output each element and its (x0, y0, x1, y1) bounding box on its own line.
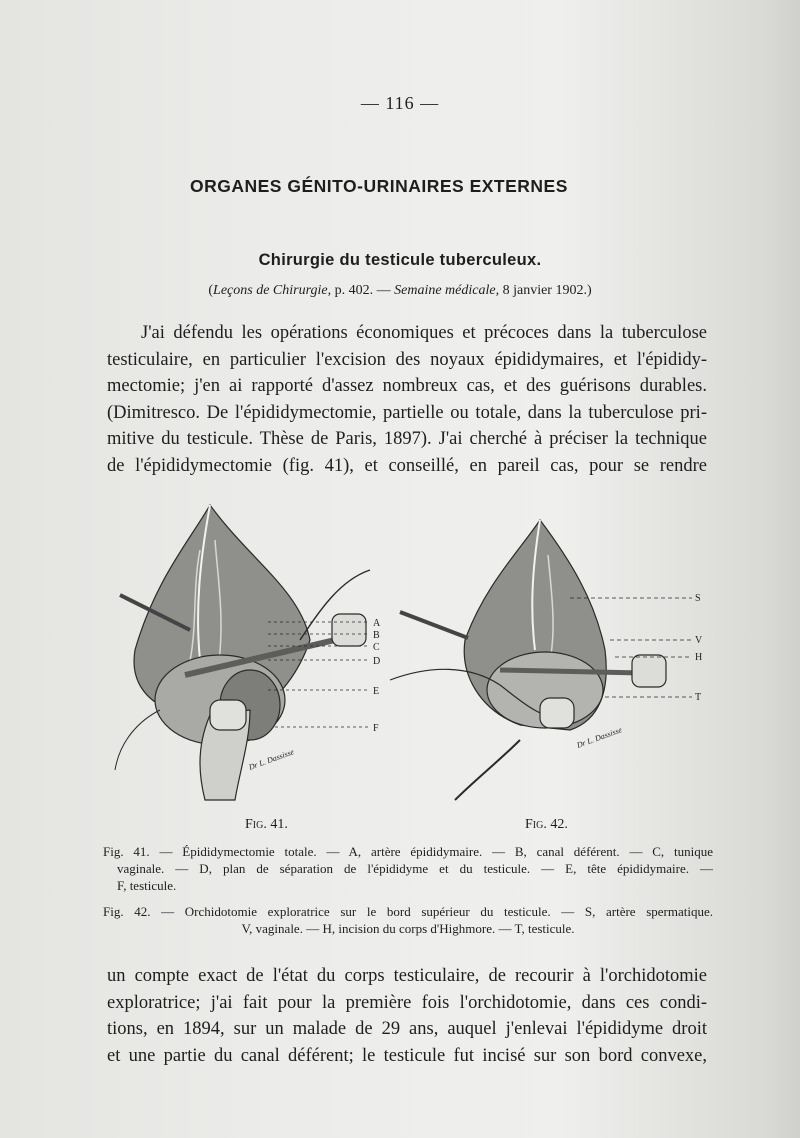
surgical-illustrations (100, 500, 720, 820)
paragraph-1-line: testiculaire, en particulier l'excision des noyaux épididymaires, et l'épididy- (107, 349, 707, 370)
figure-41-illustration (115, 505, 370, 800)
fig41-letter-f: F (373, 723, 379, 734)
figure-41-caption (103, 843, 713, 894)
paragraph-1-line: mectomie; j'en ai rapporté d'assez nombreux cas, et des guérisons durables. (107, 376, 707, 396)
fig41-letter-b: B (373, 630, 380, 641)
paragraph-2-line: exploratrice; j'ai fait pour la première fois l'orchidotomie, dans ces condi- (107, 992, 707, 1013)
page-number: — 116 — (360, 93, 440, 113)
source-date: 8 janvier 1902.) (499, 283, 592, 298)
fig42-letter-t: T (695, 692, 702, 703)
figure-41-label: Fig. 41. (245, 817, 288, 832)
source-page: p. 402. — (331, 283, 395, 298)
source-reference (0, 283, 800, 299)
paragraph-1-line: J'ai défendu les opérations économiques et précoces dans la tuberculose (141, 323, 707, 343)
figure-42-caption (103, 903, 713, 937)
paragraph-1-line: (Dimitresco. De l'épididymectomie, partielle ou totale, dans la tuberculose pri- (107, 402, 707, 423)
paragraph-2-line: un compte exact de l'état du corps testiculaire, de recourir à l'orchidotomie (107, 966, 707, 986)
fig41-letter-e: E (373, 686, 380, 697)
paragraph-2-line: et une partie du canal déférent; le testicule fut incisé sur son bord convexe, (107, 1045, 707, 1066)
caption-41-line: vaginale. — D, plan de séparation de l'épididyme et du testicule. — E, tête épididymaire. — (117, 861, 713, 876)
caption-42-line: Fig. 42. — Orchidotomie exploratrice sur le bord supérieur du testicule. — S, artère spermatique. (103, 904, 713, 919)
fig42-letter-s: S (695, 593, 701, 604)
paragraph-1-line: de l'épididymectomie (fig. 41), et conseillé, en pareil cas, pour se rendre (107, 455, 707, 476)
fig41-letter-a: A (373, 618, 381, 629)
subtitle: Chirurgie du testicule tuberculeux. (258, 251, 542, 269)
caption-42-line: V, vaginale. — H, incision du corps d'Highmore. — T, testicule. (241, 921, 575, 936)
figure-42-illustration (390, 520, 692, 800)
caption-41-line: Fig. 41. — Épididymectomie totale. — A, artère épididymaire. — B, canal déférent. — C, tunique (103, 844, 713, 859)
fig42-signature: Dr L. Dassisse (575, 725, 624, 750)
source-semaine: Semaine médicale, (394, 283, 500, 298)
paragraph-2 (107, 963, 707, 1069)
section-title: ORGANES GÉNITO-URINAIRES EXTERNES (190, 176, 568, 196)
paragraph-2-line: tions, en 1894, sur un malade de 29 ans, auquel j'enlevai l'épididyme droit (107, 1019, 707, 1039)
paragraph-1-line: mitive du testicule. Thèse de Paris, 1897). J'ai cherché à préciser la technique (107, 429, 707, 449)
fig42-letter-v: V (695, 635, 703, 646)
fig42-letter-h: H (695, 652, 703, 663)
fig41-letter-d: D (373, 656, 381, 667)
source-lecons: Leçons de Chirurgie, (213, 283, 332, 298)
source-open: ( (208, 283, 214, 298)
figure-42-label: Fig. 42. (525, 817, 568, 832)
caption-41-line: F, testicule. (117, 878, 177, 893)
fig41-signature: Dr L. Dassisse (247, 747, 296, 772)
fig41-letter-c: C (373, 642, 380, 653)
paragraph-1 (107, 320, 707, 479)
